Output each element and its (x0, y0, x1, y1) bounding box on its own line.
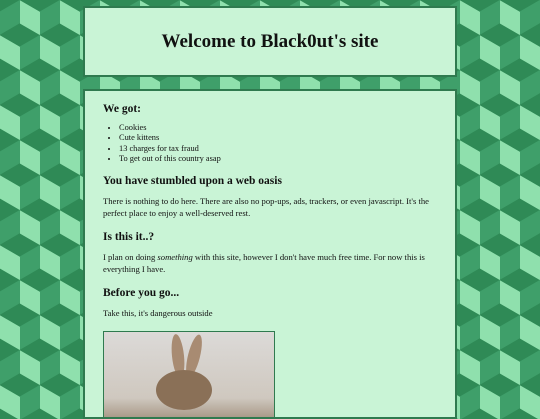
plans-text-emphasis: something (157, 251, 193, 262)
section-heading-we-got: We got: (103, 103, 142, 115)
oasis-paragraph: There is nothing to do here. There are also no pop-ups, ads, trackers, or even javascript. It's the perfect place to enjoy a well-deserved rest. (103, 195, 429, 218)
content-panel (83, 89, 457, 419)
before-you-go-paragraph: Take this, it's dangerous outside (103, 307, 213, 318)
plans-paragraph (103, 251, 437, 275)
plans-text-start: I plan on doing (103, 251, 158, 262)
section-heading-is-this-it: Is this it..? (103, 230, 155, 243)
list-item: • Cute kittens (119, 133, 437, 143)
list-item: • Cookies (119, 123, 437, 133)
header-panel (83, 6, 457, 77)
bunny-photo (103, 331, 275, 419)
bunny-head (156, 370, 212, 410)
list-item: • 13 charges for tax fraud (119, 144, 437, 154)
page-title: Welcome to Black0ut's site (161, 30, 379, 52)
plans-text-end: with this site, however I don't have much free time. For now this is everything I have. (103, 251, 425, 274)
section-heading-oasis: You have stumbled upon a web oasis (103, 174, 282, 187)
we-got-list (103, 123, 437, 165)
list-item: • To get out of this country asap (119, 154, 437, 164)
section-heading-before-you-go: Before you go... (103, 286, 180, 299)
